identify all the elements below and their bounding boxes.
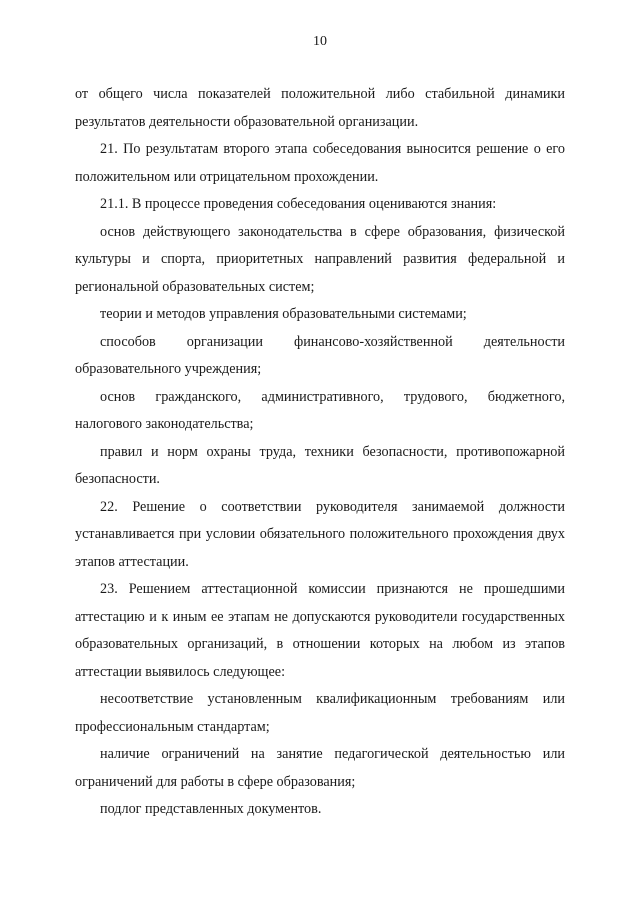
list-item-restrictions: наличие ограничений на занятие педагогической деятельностью или ограничений для работы в сфере образования; bbox=[75, 746, 565, 790]
list-item-safety: правил и норм охраны труда, техники безопасности, противопожарной безопасности. bbox=[75, 443, 565, 487]
list-item-management-theory: теории и методов управления образовательными системами; bbox=[100, 306, 467, 322]
list-item-finance: способов организации финансово-хозяйственной деятельности образовательного учреждения; bbox=[75, 333, 565, 377]
list-item-law-branches: основ гражданского, административного, трудового, бюджетного, налогового законодательства; bbox=[75, 388, 565, 432]
paragraph-23: 23. Решением аттестационной комиссии признаются не прошедшими аттестацию и к иным ее этапам не допускаются руководители государственных образовательных организаций, в отношении которых на любом из этапов аттестации выявилось следующее: bbox=[75, 581, 565, 680]
paragraph-22: 22. Решение о соответствии руководителя занимаемой должности устанавливается при условии обязательного положительного прохождения двух этапов аттестации. bbox=[75, 498, 565, 570]
paragraph-21-1: 21.1. В процессе проведения собеседования оцениваются знания: bbox=[100, 196, 497, 212]
document-body bbox=[75, 81, 565, 824]
paragraph-continuation: от общего числа показателей положительной либо стабильной динамики результатов деятельности образовательной организации. bbox=[75, 86, 565, 130]
list-item-qualification: несоответствие установленным квалификационным требованиям или профессиональным стандартам; bbox=[75, 691, 565, 735]
page-number: 10 bbox=[313, 34, 327, 49]
list-item-legislation: основ действующего законодательства в сфере образования, физической культуры и спорта, приоритетных направлений развития федеральной и региональной образовательных систем; bbox=[75, 223, 565, 295]
paragraph-21: 21. По результатам второго этапа собеседования выносится решение о его положительном или отрицательном прохождении. bbox=[75, 141, 565, 185]
list-item-forgery: подлог представленных документов. bbox=[100, 801, 322, 817]
